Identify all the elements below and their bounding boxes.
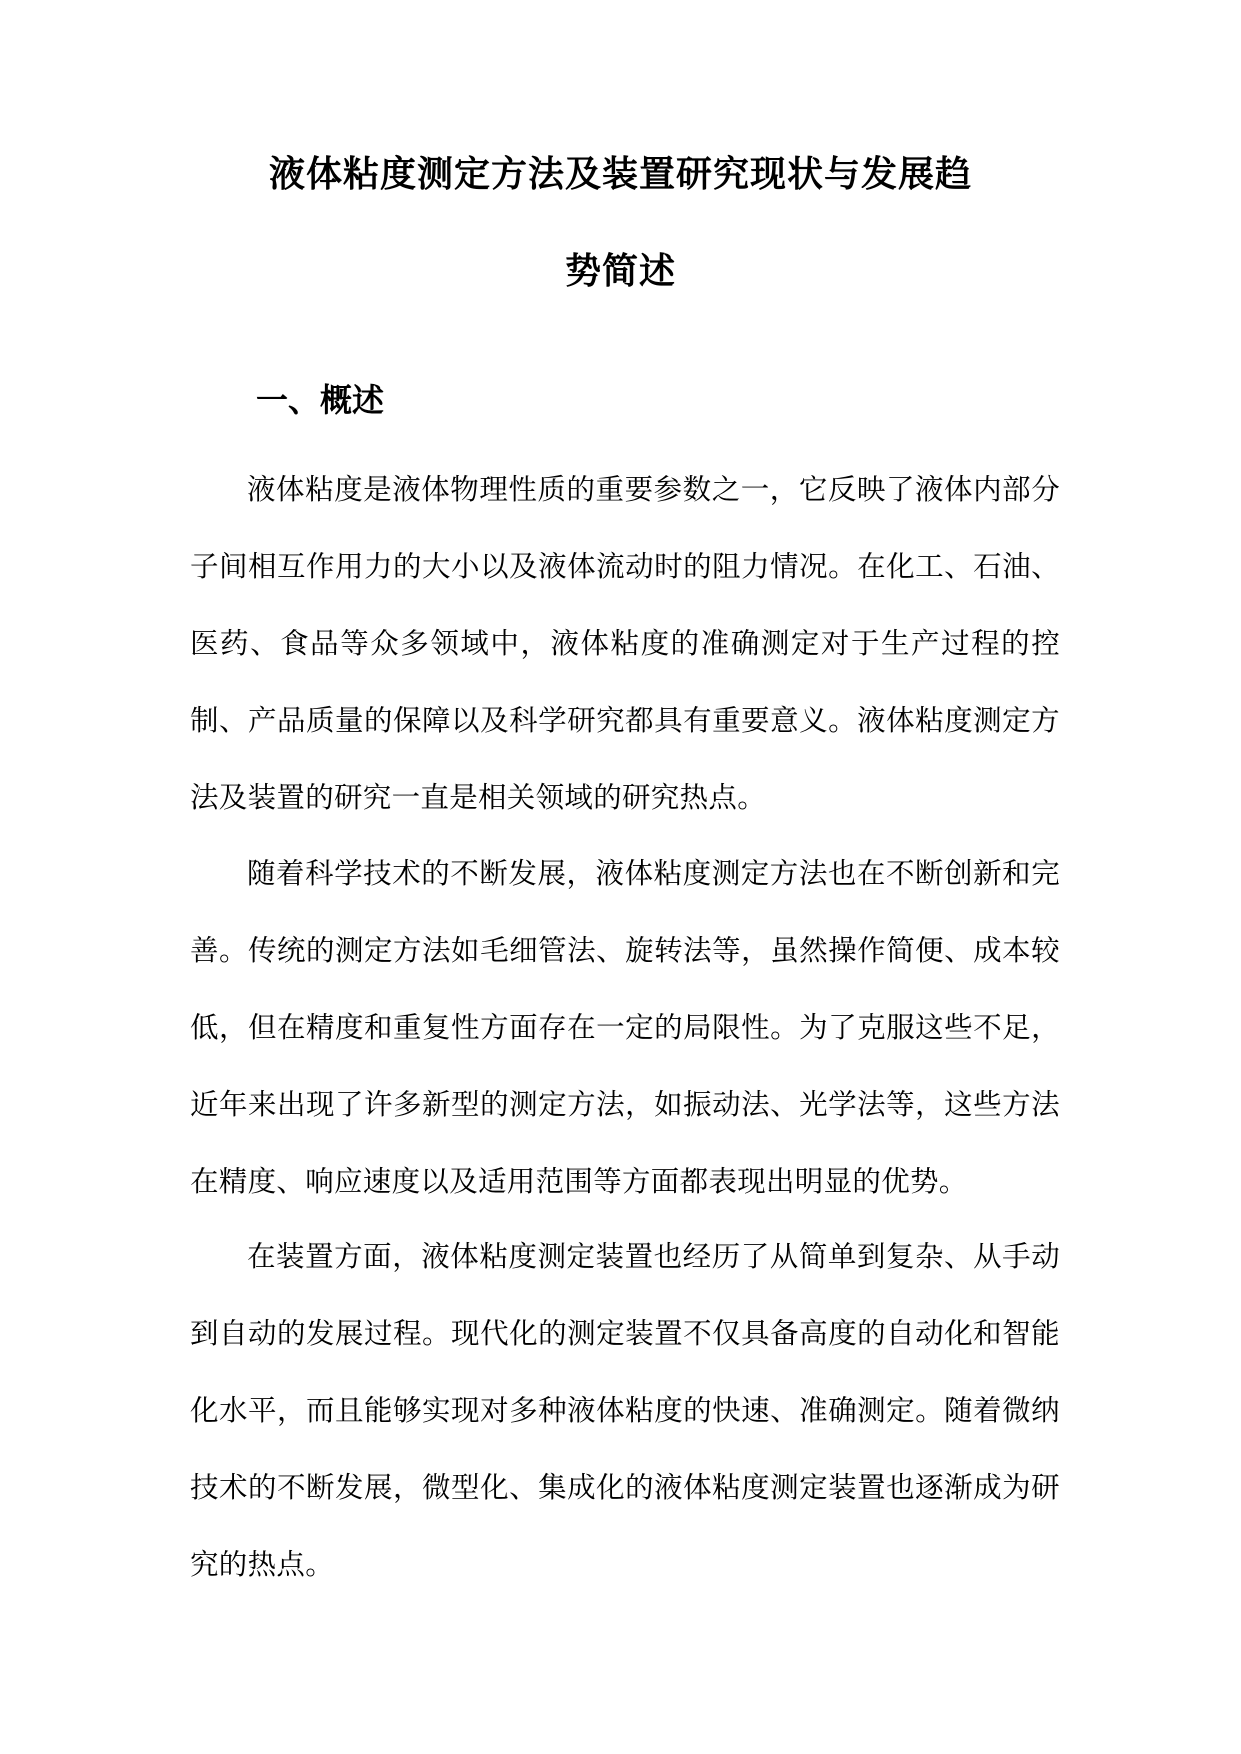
- body-paragraph-2: 随着科学技术的不断发展，液体粘度测定方法也在不断创新和完善。传统的测定方法如毛细管法、旋转法等，虽然操作简便、成本较低，但在精度和重复性方面存在一定的局限性。为了克服这些不足，近年来出现了许多新型的测定方法，如振动法、光学法等，这些方法在精度、响应速度以及适用范围等方面都表现出明显的优势。: [190, 857, 1060, 1198]
- body-paragraph-3: 在装置方面，液体粘度测定装置也经历了从简单到复杂、从手动到自动的发展过程。现代化的测定装置不仅具备高度的自动化和智能化水平，而且能够实现对多种液体粘度的快速、准确测定。随着微纳技术的不断发展，微型化、集成化的液体粘度测定装置也逐渐成为研究的热点。: [190, 1240, 1060, 1581]
- document-title-line-1: 液体粘度测定方法及装置研究现状与发展趋: [268, 153, 972, 195]
- section-heading: 一、概述: [256, 381, 385, 419]
- document-title-line-2: 势简述: [564, 250, 676, 292]
- body-paragraph-1: 液体粘度是液体物理性质的重要参数之一，它反映了液体内部分子间相互作用力的大小以及液体流动时的阻力情况。在化工、石油、医药、食品等众多领域中，液体粘度的准确测定对于生产过程的控制、产品质量的保障以及科学研究都具有重要意义。液体粘度测定方法及装置的研究一直是相关领域的研究热点。: [190, 473, 1060, 814]
